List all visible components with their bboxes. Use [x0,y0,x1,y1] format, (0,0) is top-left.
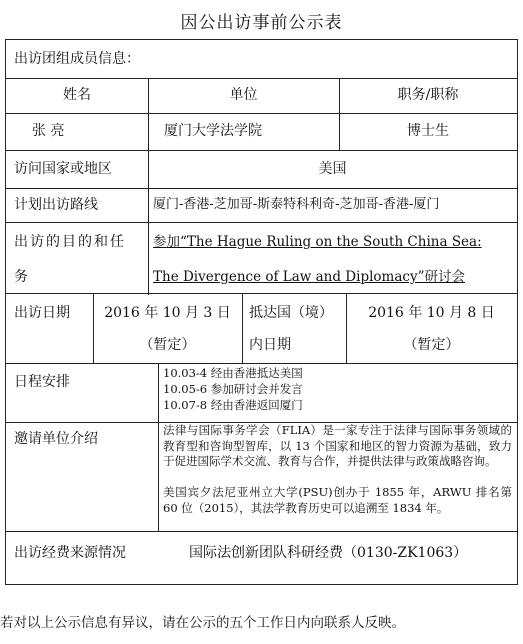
purpose-value-line1: 参加“The Hague Ruling on the South China Sea: [153,234,482,250]
inviter-intro-psu: 美国宾夕法尼亚州立大学(PSU)创办于 1855 年，ARWU 排名第 60 位（2015），其法学教育历史可以追溯至 1834 年。 [163,485,512,515]
route-value: 厦门-香港-芝加哥-斯泰特科利奇-芝加哥-香港-厦门 [153,197,440,212]
col-unit-header: 单位 [229,87,258,103]
row-divider [6,222,517,223]
col-divider [158,363,159,531]
footer-note: 若对以上公示信息有异议，请在公示的五个工作日内向联系人反映。 [0,615,405,631]
disclosure-table [5,39,518,585]
col-divider [242,293,243,364]
row-divider [6,78,517,79]
row-divider [6,293,517,294]
date-arrival-note: （暂定） [403,337,460,353]
inviter-intro-flia: 法律与国际事务学会（FLIA）是一家专注于法律与国际事务领域的教育型和咨询型智库，以 13 个国家和地区的智力资源为基础，致力于促进国际学术交流、教育与合作，并提供法律与政策战略咨询。 [163,423,512,468]
member-name: 张 亮 [32,123,65,139]
route-label: 计划出访路线 [14,197,98,213]
country-value: 美国 [318,161,347,177]
purpose-label-cont: 务 [14,269,28,285]
funding-label: 出访经费来源情况 [14,545,126,561]
members-header: 出访团组成员信息： [14,51,140,67]
inviter-label: 邀请单位介绍 [14,431,98,447]
page-title: 因公出访事前公示表 [180,13,343,33]
member-position: 博士生 [407,123,449,139]
arrival-label: 抵达国（境） [249,305,333,321]
col-position-header: 职务/职称 [397,87,459,103]
schedule-item: 10.07-8 经由香港返回厦门 [163,398,303,412]
schedule-label: 日程安排 [14,374,70,390]
date-arrival: 2016 年 10 月 8 日 [368,305,495,321]
date-start-note: （暂定） [139,337,196,353]
country-label: 访问国家或地区 [14,161,112,177]
date-start: 2016 年 10 月 3 日 [104,305,231,321]
funding-value: 国际法创新团队科研经费（0130-ZK1063） [189,545,468,561]
arrival-label-cont: 内日期 [249,337,291,353]
row-divider [6,188,517,189]
row-divider [6,531,517,532]
purpose-value-line2: The Divergence of Law and Diplomacy”研讨会 [153,269,465,285]
member-unit: 厦门大学法学院 [164,123,262,139]
row-divider [6,363,517,364]
schedule-item: 10.03-4 经由香港抵达美国 [163,366,303,380]
purpose-label: 出访的目的和任 [14,234,126,250]
col-name-header: 姓名 [63,87,91,103]
row-divider [6,113,517,114]
row-divider [6,150,517,151]
date-label: 出访日期 [14,305,70,321]
schedule-item: 10.05-6 参加研讨会并发言 [163,382,303,396]
